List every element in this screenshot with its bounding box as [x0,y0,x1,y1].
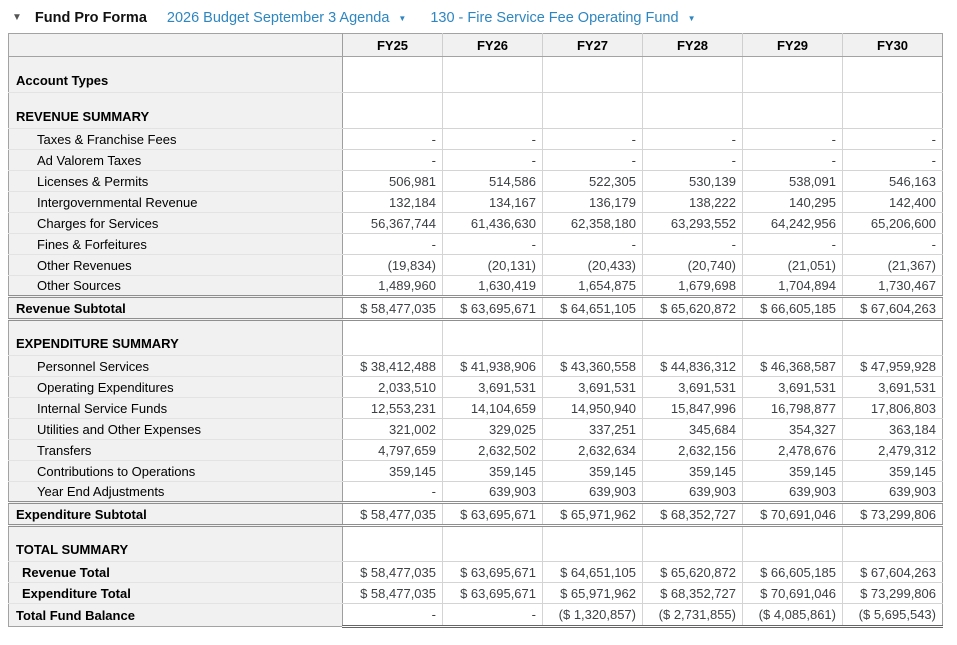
column-header-fy29: FY29 [743,34,843,57]
cell-total-fund-balance-fy30: ($ 5,695,543) [843,604,943,627]
row-label: Other Revenues [9,255,343,276]
row-label: Revenue Subtotal [9,297,343,320]
cell-transfers-fy25: 4,797,659 [343,440,443,461]
row-label: Account Types [9,57,343,93]
cell-total-fund-balance-fy25: - [343,604,443,627]
cell-contributions-to-operations-fy28: 359,145 [643,461,743,482]
cell-year-end-adjustments-fy29: 639,903 [743,482,843,503]
cell-revenue-total-fy27: $ 64,651,105 [543,562,643,583]
cell-personnel-services-fy27: $ 43,360,558 [543,356,643,377]
row-label: Operating Expenditures [9,377,343,398]
corner-cell [9,34,343,57]
cell-expenditure-subtotal-fy25: $ 58,477,035 [343,503,443,526]
cell-fines-forfeitures-fy28: - [643,234,743,255]
cell-operating-expenditures-fy30: 3,691,531 [843,377,943,398]
cell-revenue-subtotal-fy30: $ 67,604,263 [843,297,943,320]
cell-total-fund-balance-fy26: - [443,604,543,627]
cell-revenue-subtotal-fy29: $ 66,605,185 [743,297,843,320]
cell-account-types-fy30 [843,57,943,93]
row-contributions-to-operations [9,461,943,482]
cell-other-revenues-fy25: (19,834) [343,255,443,276]
cell-other-sources-fy26: 1,630,419 [443,276,543,297]
cell-transfers-fy26: 2,632,502 [443,440,543,461]
cell-taxes-franchise-fees-fy25: - [343,129,443,150]
cell-utilities-and-other-expenses-fy30: 363,184 [843,419,943,440]
cell-revenue-summary-fy26 [443,93,543,129]
cell-charges-for-services-fy27: 62,358,180 [543,213,643,234]
cell-ad-valorem-taxes-fy27: - [543,150,643,171]
cell-other-sources-fy27: 1,654,875 [543,276,643,297]
cell-utilities-and-other-expenses-fy25: 321,002 [343,419,443,440]
cell-operating-expenditures-fy27: 3,691,531 [543,377,643,398]
row-personnel-services [9,356,943,377]
cell-year-end-adjustments-fy30: 639,903 [843,482,943,503]
cell-charges-for-services-fy28: 63,293,552 [643,213,743,234]
cell-operating-expenditures-fy26: 3,691,531 [443,377,543,398]
column-header-fy30: FY30 [843,34,943,57]
cell-expenditure-summary-fy28 [643,320,743,356]
cell-intergovernmental-revenue-fy25: 132,184 [343,192,443,213]
column-header-fy25: FY25 [343,34,443,57]
cell-internal-service-funds-fy29: 16,798,877 [743,398,843,419]
cell-revenue-summary-fy30 [843,93,943,129]
cell-utilities-and-other-expenses-fy29: 354,327 [743,419,843,440]
budget-version-dropdown[interactable] [167,10,406,26]
cell-total-summary-fy29 [743,526,843,562]
cell-expenditure-total-fy28: $ 68,352,727 [643,583,743,604]
cell-year-end-adjustments-fy27: 639,903 [543,482,643,503]
cell-fines-forfeitures-fy29: - [743,234,843,255]
cell-transfers-fy30: 2,479,312 [843,440,943,461]
cell-transfers-fy27: 2,632,634 [543,440,643,461]
cell-operating-expenditures-fy28: 3,691,531 [643,377,743,398]
row-label: Expenditure Total [9,583,343,604]
cell-contributions-to-operations-fy26: 359,145 [443,461,543,482]
row-transfers [9,440,943,461]
row-label: Fines & Forfeitures [9,234,343,255]
cell-personnel-services-fy26: $ 41,938,906 [443,356,543,377]
cell-expenditure-total-fy27: $ 65,971,962 [543,583,643,604]
row-label: Other Sources [9,276,343,297]
cell-charges-for-services-fy25: 56,367,744 [343,213,443,234]
row-revenue-subtotal [9,297,943,320]
row-other-sources [9,276,943,297]
page-title: Fund Pro Forma [34,10,147,26]
row-charges-for-services [9,213,943,234]
cell-revenue-total-fy29: $ 66,605,185 [743,562,843,583]
cell-utilities-and-other-expenses-fy28: 345,684 [643,419,743,440]
cell-internal-service-funds-fy26: 14,104,659 [443,398,543,419]
cell-year-end-adjustments-fy25: - [343,482,443,503]
cell-fines-forfeitures-fy27: - [543,234,643,255]
cell-taxes-franchise-fees-fy28: - [643,129,743,150]
cell-taxes-franchise-fees-fy29: - [743,129,843,150]
cell-expenditure-total-fy30: $ 73,299,806 [843,583,943,604]
cell-ad-valorem-taxes-fy26: - [443,150,543,171]
cell-total-summary-fy28 [643,526,743,562]
cell-account-types-fy26 [443,57,543,93]
cell-expenditure-subtotal-fy27: $ 65,971,962 [543,503,643,526]
chevron-down-icon: ▼ [687,14,696,23]
row-label: Licenses & Permits [9,171,343,192]
row-other-revenues [9,255,943,276]
cell-ad-valorem-taxes-fy29: - [743,150,843,171]
cell-licenses-permits-fy30: 546,163 [843,171,943,192]
cell-personnel-services-fy28: $ 44,836,312 [643,356,743,377]
row-revenue-summary [9,93,943,129]
row-label: EXPENDITURE SUMMARY [9,320,343,356]
pro-forma-table [8,33,943,628]
cell-other-sources-fy29: 1,704,894 [743,276,843,297]
cell-total-summary-fy30 [843,526,943,562]
cell-expenditure-total-fy29: $ 70,691,046 [743,583,843,604]
cell-internal-service-funds-fy30: 17,806,803 [843,398,943,419]
cell-expenditure-summary-fy30 [843,320,943,356]
cell-total-fund-balance-fy28: ($ 2,731,855) [643,604,743,627]
row-label: Total Fund Balance [9,604,343,627]
toolbar [0,0,957,33]
cell-other-revenues-fy26: (20,131) [443,255,543,276]
row-fines-forfeitures [9,234,943,255]
cell-expenditure-summary-fy27 [543,320,643,356]
cell-charges-for-services-fy30: 65,206,600 [843,213,943,234]
cell-operating-expenditures-fy29: 3,691,531 [743,377,843,398]
cell-contributions-to-operations-fy29: 359,145 [743,461,843,482]
table-head [9,34,943,57]
cell-licenses-permits-fy26: 514,586 [443,171,543,192]
chevron-down-icon: ▼ [398,14,407,23]
cell-ad-valorem-taxes-fy25: - [343,150,443,171]
cell-fines-forfeitures-fy26: - [443,234,543,255]
cell-other-revenues-fy29: (21,051) [743,255,843,276]
cell-transfers-fy29: 2,478,676 [743,440,843,461]
cell-revenue-subtotal-fy28: $ 65,620,872 [643,297,743,320]
cell-internal-service-funds-fy28: 15,847,996 [643,398,743,419]
cell-account-types-fy27 [543,57,643,93]
cell-licenses-permits-fy25: 506,981 [343,171,443,192]
cell-intergovernmental-revenue-fy26: 134,167 [443,192,543,213]
cell-other-sources-fy25: 1,489,960 [343,276,443,297]
cell-taxes-franchise-fees-fy30: - [843,129,943,150]
row-total-fund-balance [9,604,943,627]
row-taxes-franchise-fees [9,129,943,150]
cell-revenue-total-fy28: $ 65,620,872 [643,562,743,583]
row-label: Charges for Services [9,213,343,234]
cell-personnel-services-fy30: $ 47,959,928 [843,356,943,377]
cell-contributions-to-operations-fy30: 359,145 [843,461,943,482]
row-label: REVENUE SUMMARY [9,93,343,129]
cell-transfers-fy28: 2,632,156 [643,440,743,461]
cell-internal-service-funds-fy25: 12,553,231 [343,398,443,419]
cell-ad-valorem-taxes-fy28: - [643,150,743,171]
cell-revenue-total-fy25: $ 58,477,035 [343,562,443,583]
cell-revenue-summary-fy25 [343,93,443,129]
row-label: Contributions to Operations [9,461,343,482]
row-expenditure-subtotal [9,503,943,526]
cell-other-sources-fy30: 1,730,467 [843,276,943,297]
cell-year-end-adjustments-fy28: 639,903 [643,482,743,503]
cell-expenditure-subtotal-fy29: $ 70,691,046 [743,503,843,526]
cell-revenue-summary-fy29 [743,93,843,129]
cell-personnel-services-fy29: $ 46,368,587 [743,356,843,377]
column-header-fy26: FY26 [443,34,543,57]
cell-total-summary-fy27 [543,526,643,562]
cell-account-types-fy28 [643,57,743,93]
cell-account-types-fy29 [743,57,843,93]
cell-fines-forfeitures-fy30: - [843,234,943,255]
cell-year-end-adjustments-fy26: 639,903 [443,482,543,503]
row-label: Revenue Total [9,562,343,583]
row-expenditure-summary [9,320,943,356]
row-label: TOTAL SUMMARY [9,526,343,562]
budget-version-dropdown-label: 2026 Budget September 3 Agenda [166,10,390,26]
cell-licenses-permits-fy28: 530,139 [643,171,743,192]
collapse-caret-icon[interactable]: ▼ [12,12,22,23]
cell-total-summary-fy25 [343,526,443,562]
cell-total-summary-fy26 [443,526,543,562]
row-revenue-total [9,562,943,583]
cell-revenue-total-fy30: $ 67,604,263 [843,562,943,583]
row-label: Personnel Services [9,356,343,377]
row-intergovernmental-revenue [9,192,943,213]
cell-licenses-permits-fy29: 538,091 [743,171,843,192]
cell-expenditure-subtotal-fy28: $ 68,352,727 [643,503,743,526]
row-utilities-and-other-expenses [9,419,943,440]
cell-revenue-summary-fy27 [543,93,643,129]
row-internal-service-funds [9,398,943,419]
cell-intergovernmental-revenue-fy27: 136,179 [543,192,643,213]
table-body [9,57,943,627]
cell-expenditure-total-fy26: $ 63,695,671 [443,583,543,604]
cell-charges-for-services-fy26: 61,436,630 [443,213,543,234]
cell-intergovernmental-revenue-fy28: 138,222 [643,192,743,213]
row-label: Year End Adjustments [9,482,343,503]
cell-expenditure-subtotal-fy30: $ 73,299,806 [843,503,943,526]
cell-revenue-subtotal-fy27: $ 64,651,105 [543,297,643,320]
fund-dropdown[interactable] [430,10,695,26]
cell-charges-for-services-fy29: 64,242,956 [743,213,843,234]
cell-account-types-fy25 [343,57,443,93]
row-label: Intergovernmental Revenue [9,192,343,213]
row-ad-valorem-taxes [9,150,943,171]
cell-internal-service-funds-fy27: 14,950,940 [543,398,643,419]
cell-expenditure-summary-fy29 [743,320,843,356]
row-label: Expenditure Subtotal [9,503,343,526]
cell-revenue-total-fy26: $ 63,695,671 [443,562,543,583]
column-header-fy27: FY27 [543,34,643,57]
cell-total-fund-balance-fy29: ($ 4,085,861) [743,604,843,627]
row-licenses-permits [9,171,943,192]
cell-taxes-franchise-fees-fy27: - [543,129,643,150]
cell-other-revenues-fy28: (20,740) [643,255,743,276]
cell-expenditure-total-fy25: $ 58,477,035 [343,583,443,604]
cell-contributions-to-operations-fy25: 359,145 [343,461,443,482]
cell-other-sources-fy28: 1,679,698 [643,276,743,297]
cell-personnel-services-fy25: $ 38,412,488 [343,356,443,377]
cell-other-revenues-fy27: (20,433) [543,255,643,276]
cell-operating-expenditures-fy25: 2,033,510 [343,377,443,398]
cell-expenditure-subtotal-fy26: $ 63,695,671 [443,503,543,526]
row-label: Internal Service Funds [9,398,343,419]
row-account-types [9,57,943,93]
row-year-end-adjustments [9,482,943,503]
cell-expenditure-summary-fy26 [443,320,543,356]
row-label: Transfers [9,440,343,461]
cell-revenue-subtotal-fy25: $ 58,477,035 [343,297,443,320]
column-header-fy28: FY28 [643,34,743,57]
cell-intergovernmental-revenue-fy30: 142,400 [843,192,943,213]
cell-fines-forfeitures-fy25: - [343,234,443,255]
cell-utilities-and-other-expenses-fy26: 329,025 [443,419,543,440]
row-label: Utilities and Other Expenses [9,419,343,440]
cell-utilities-and-other-expenses-fy27: 337,251 [543,419,643,440]
cell-revenue-subtotal-fy26: $ 63,695,671 [443,297,543,320]
row-total-summary [9,526,943,562]
cell-total-fund-balance-fy27: ($ 1,320,857) [543,604,643,627]
row-operating-expenditures [9,377,943,398]
cell-contributions-to-operations-fy27: 359,145 [543,461,643,482]
cell-ad-valorem-taxes-fy30: - [843,150,943,171]
cell-taxes-franchise-fees-fy26: - [443,129,543,150]
cell-licenses-permits-fy27: 522,305 [543,171,643,192]
cell-revenue-summary-fy28 [643,93,743,129]
cell-expenditure-summary-fy25 [343,320,443,356]
cell-intergovernmental-revenue-fy29: 140,295 [743,192,843,213]
fund-dropdown-label: 130 - Fire Service Fee Operating Fund [430,10,679,26]
row-label: Taxes & Franchise Fees [9,129,343,150]
row-expenditure-total [9,583,943,604]
cell-other-revenues-fy30: (21,367) [843,255,943,276]
row-label: Ad Valorem Taxes [9,150,343,171]
